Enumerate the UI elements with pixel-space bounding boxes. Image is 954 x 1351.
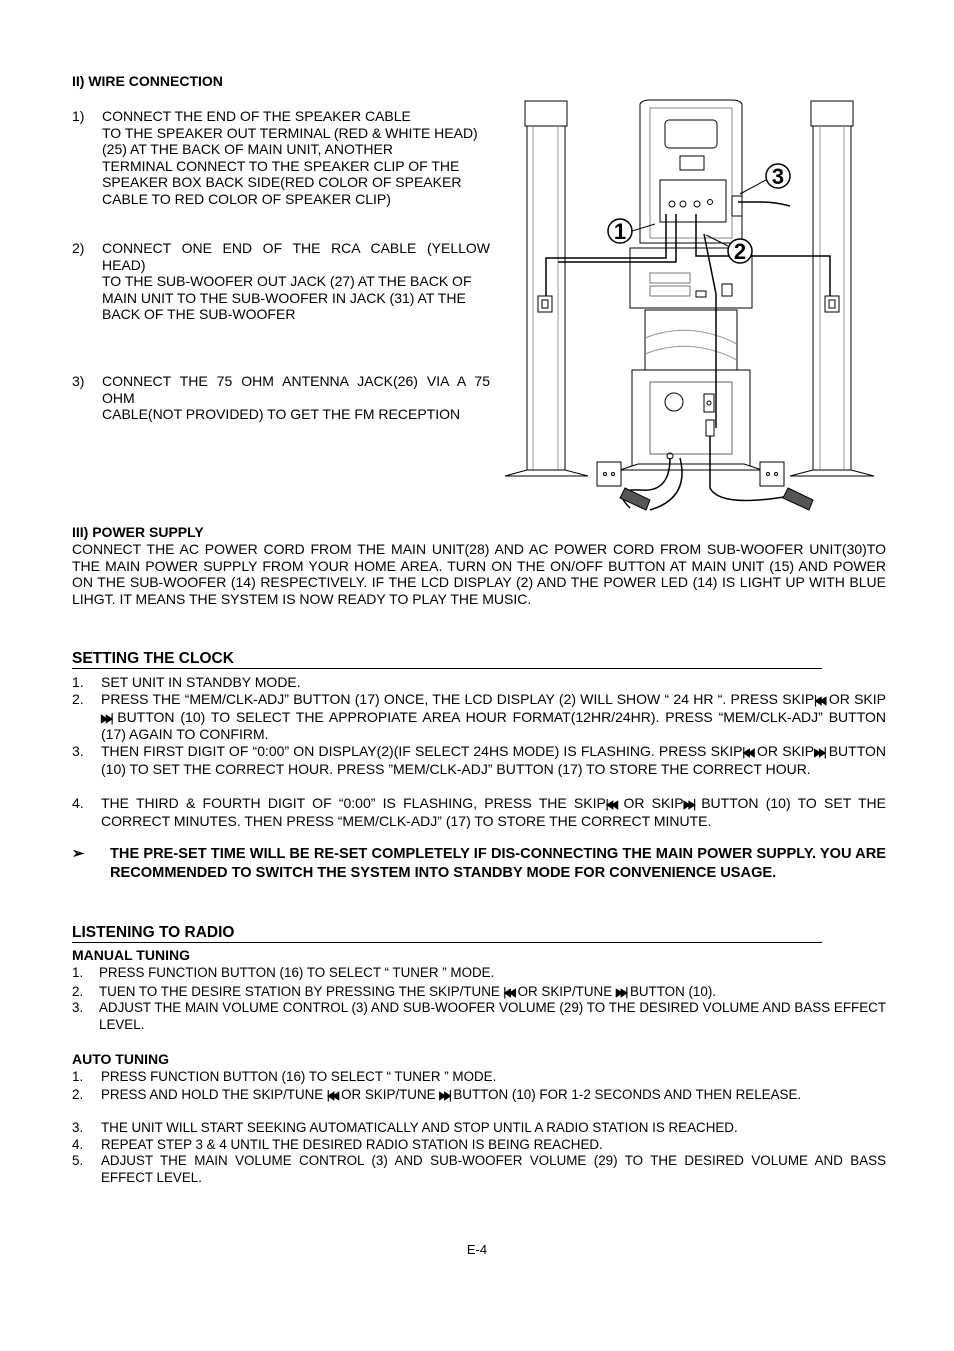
step-line: CABLE(NOT PROVIDED) TO GET THE FM RECEPTION bbox=[102, 406, 461, 422]
step-text: OR SKIP bbox=[752, 743, 815, 759]
skip-previous-icon: |◀◀ bbox=[503, 985, 514, 999]
step-text: ADJUST THE MAIN VOLUME CONTROL (3) AND SUB-WOOFER VOLUME (29) TO THE DESIRED VOLUME AND BASS EFFECT LEVEL. bbox=[99, 1000, 886, 1032]
step-number: 2) bbox=[72, 240, 85, 256]
step-text: PRESS THE “MEM/CLK-ADJ” BUTTON (17) ONCE, THE LCD DISPLAY (2) WILL SHOW “ 24 HR “. PRESS SKIP bbox=[101, 691, 815, 707]
step-line: BACK OF THE SUB-WOOFER bbox=[102, 306, 296, 322]
step-number: 3. bbox=[72, 1000, 84, 1015]
skip-previous-icon: |◀◀ bbox=[814, 693, 825, 707]
step-line: CONNECT THE 75 OHM ANTENNA JACK(26) VIA A 75 bbox=[102, 373, 490, 389]
step-line: (25) AT THE BACK OF MAIN UNIT, ANOTHER bbox=[102, 141, 393, 157]
step-line: TERMINAL CONNECT TO THE SPEAKER CLIP OF THE bbox=[102, 157, 460, 174]
step-text: THEN FIRST DIGIT OF “0:00” ON DISPLAY(2)(IF SELECT 24HS MODE) IS FLASHING. PRESS SKIP bbox=[101, 743, 743, 759]
callout-3-label: 3 bbox=[771, 164, 785, 189]
step-number: 2. bbox=[72, 984, 84, 999]
step-number: 1. bbox=[72, 674, 84, 690]
right-speaker bbox=[790, 101, 874, 476]
step-number: 3. bbox=[72, 1120, 84, 1135]
clock-note bbox=[72, 845, 886, 882]
step-line: CONNECT THE END OF THE SPEAKER CABLE bbox=[102, 108, 411, 124]
clock-step-2 bbox=[72, 691, 886, 743]
step-text: PRESS FUNCTION BUTTON (16) TO SELECT “ TUNER ” MODE. bbox=[99, 965, 495, 980]
wire-step-2 bbox=[72, 240, 490, 323]
auto-step-3 bbox=[72, 1120, 886, 1137]
wiring-diagram bbox=[500, 98, 880, 516]
callout-2-label: 2 bbox=[733, 239, 747, 264]
step-number: 3. bbox=[72, 743, 84, 759]
step-number: 5. bbox=[72, 1153, 84, 1168]
step-number: 1) bbox=[72, 108, 85, 124]
manual-step-1 bbox=[72, 965, 886, 982]
callout-1-label: 1 bbox=[613, 219, 627, 244]
step-text: BUTTON (10). bbox=[626, 984, 716, 999]
step-number: 4. bbox=[72, 1137, 84, 1152]
step-text: BUTTON (10) TO SELECT THE APPROPIATE AREA HOUR FORMAT(12HR/24HR). PRESS “MEM/CLK-ADJ” BUTTON (17) AGAIN TO CONFIRM. bbox=[101, 708, 886, 742]
step-number: 2. bbox=[72, 1087, 84, 1102]
skip-previous-icon: |◀◀ bbox=[742, 745, 753, 759]
auto-tuning-heading: AUTO TUNING bbox=[72, 1051, 169, 1067]
clock-step-4 bbox=[72, 795, 886, 829]
auto-step-2 bbox=[72, 1087, 886, 1104]
step-text: BUTTON (10) TO SET THE CORRECT MINUTES. THEN PRESS “MEM/CLK-ADJ” (17) TO STORE THE CORRECT MINUTE. bbox=[101, 795, 886, 829]
step-text: OR SKIP bbox=[824, 691, 886, 707]
setting-clock-heading: SETTING THE CLOCK bbox=[72, 650, 822, 669]
manual-step-3 bbox=[72, 1000, 886, 1033]
skip-next-icon: ▶▶| bbox=[615, 985, 627, 999]
skip-previous-icon: |◀◀ bbox=[326, 1088, 338, 1102]
skip-previous-icon: |◀◀ bbox=[605, 797, 617, 811]
clock-step-1 bbox=[72, 674, 886, 691]
step-line: TO THE SPEAKER OUT TERMINAL (RED & WHITE HEAD) bbox=[102, 124, 478, 141]
step-text: OR SKIP bbox=[616, 795, 684, 811]
step-text: PRESS FUNCTION BUTTON (16) TO SELECT “ TUNER ” MODE. bbox=[101, 1069, 497, 1084]
auto-step-1 bbox=[72, 1069, 886, 1086]
step-line: TO THE SUB-WOOFER OUT JACK (27) AT THE BACK OF bbox=[102, 273, 472, 289]
step-text: THE UNIT WILL START SEEKING AUTOMATICALLY AND STOP UNTIL A RADIO STATION IS REACHED. bbox=[101, 1120, 738, 1135]
step-number: 1. bbox=[72, 1069, 84, 1084]
skip-next-icon: ▶▶| bbox=[814, 745, 825, 759]
listening-radio-heading: LISTENING TO RADIO bbox=[72, 924, 822, 943]
step-text: SET UNIT IN STANDBY MODE. bbox=[101, 674, 301, 690]
step-text: ADJUST THE MAIN VOLUME CONTROL (3) AND SUB-WOOFER VOLUME (29) TO THE DESIRED VOLUME AND BASS EFFECT LEVEL. bbox=[101, 1153, 886, 1185]
step-text: PRESS AND HOLD THE SKIP/TUNE bbox=[101, 1087, 327, 1102]
skip-next-icon: ▶▶| bbox=[101, 710, 112, 724]
manual-tuning-heading: MANUAL TUNING bbox=[72, 947, 190, 963]
step-text: BUTTON (10) FOR 1-2 SECONDS AND THEN RELEASE. bbox=[449, 1087, 802, 1102]
wire-connection-heading: II) WIRE CONNECTION bbox=[72, 73, 223, 89]
step-text: OR SKIP/TUNE bbox=[513, 984, 616, 999]
page-number: E-4 bbox=[466, 1242, 488, 1257]
wire-step-1 bbox=[72, 108, 490, 207]
step-text: OR SKIP/TUNE bbox=[337, 1087, 440, 1102]
step-line: CABLE TO RED COLOR OF SPEAKER CLIP) bbox=[102, 190, 391, 207]
main-unit bbox=[620, 100, 762, 470]
step-line: HEAD) bbox=[102, 256, 146, 273]
power-supply-text: CONNECT THE AC POWER CORD FROM THE MAIN UNIT(28) AND AC POWER CORD FROM SUB-WOOFER UNIT(30)TO THE MAIN POWER SUPPLY FROM YOUR HOME AREA. TURN ON THE ON/OFF BUTTON AT MAIN UNIT (15) AND POWER ON THE SUB-WOOFER (14) RESPECTIVELY. IF THE LCD DISPLAY (2) AND THE POWER LED (14) IS LIGHT UP WITH BLUE LIHGT. IT MEANS THE SYSTEM IS NOW READY TO PLAY THE MUSIC. bbox=[72, 541, 886, 607]
step-line: MAIN UNIT TO THE SUB-WOOFER IN JACK (31) AT THE bbox=[102, 289, 466, 306]
step-line: CONNECT ONE END OF THE RCA CABLE (YELLOW bbox=[102, 240, 490, 256]
step-line: OHM bbox=[102, 389, 135, 406]
auto-step-5 bbox=[72, 1153, 886, 1186]
step-line: SPEAKER BOX BACK SIDE(RED COLOR OF SPEAKER bbox=[102, 174, 462, 190]
step-number: 1. bbox=[72, 965, 84, 980]
step-number: 2. bbox=[72, 691, 84, 707]
step-text: THE THIRD & FOURTH DIGIT OF “0:00” IS FLASHING, PRESS THE SKIP bbox=[101, 795, 606, 811]
step-text: REPEAT STEP 3 & 4 UNTIL THE DESIRED RADIO STATION IS BEING REACHED. bbox=[101, 1137, 603, 1152]
clock-step-3 bbox=[72, 743, 886, 777]
step-text: TUEN TO THE DESIRE STATION BY PRESSING THE SKIP/TUNE bbox=[99, 984, 504, 999]
skip-next-icon: ▶▶| bbox=[683, 797, 694, 811]
wire-step-3 bbox=[72, 373, 490, 423]
step-number: 4. bbox=[72, 795, 84, 811]
manual-step-2 bbox=[72, 984, 886, 1001]
power-supply-heading: III) POWER SUPPLY bbox=[72, 524, 204, 540]
skip-next-icon: ▶▶| bbox=[439, 1088, 450, 1102]
auto-step-4 bbox=[72, 1137, 886, 1154]
arrow-bullet-icon: ➢ bbox=[72, 846, 85, 862]
clock-note-text: THE PRE-SET TIME WILL BE RE-SET COMPLETELY IF DIS-CONNECTING THE MAIN POWER SUPPLY. YOU ARE RECOMMENDED TO SWITCH THE SYSTEM INTO STANDBY MODE FOR CONVENIENCE USAGE. bbox=[110, 846, 886, 881]
step-text: BUTTON (10) TO SET THE CORRECT HOUR. PRESS ”MEM/CLK-ADJ” BUTTON (17) TO STORE THE CORRECT HOUR. bbox=[101, 743, 886, 777]
step-number: 3) bbox=[72, 373, 85, 389]
